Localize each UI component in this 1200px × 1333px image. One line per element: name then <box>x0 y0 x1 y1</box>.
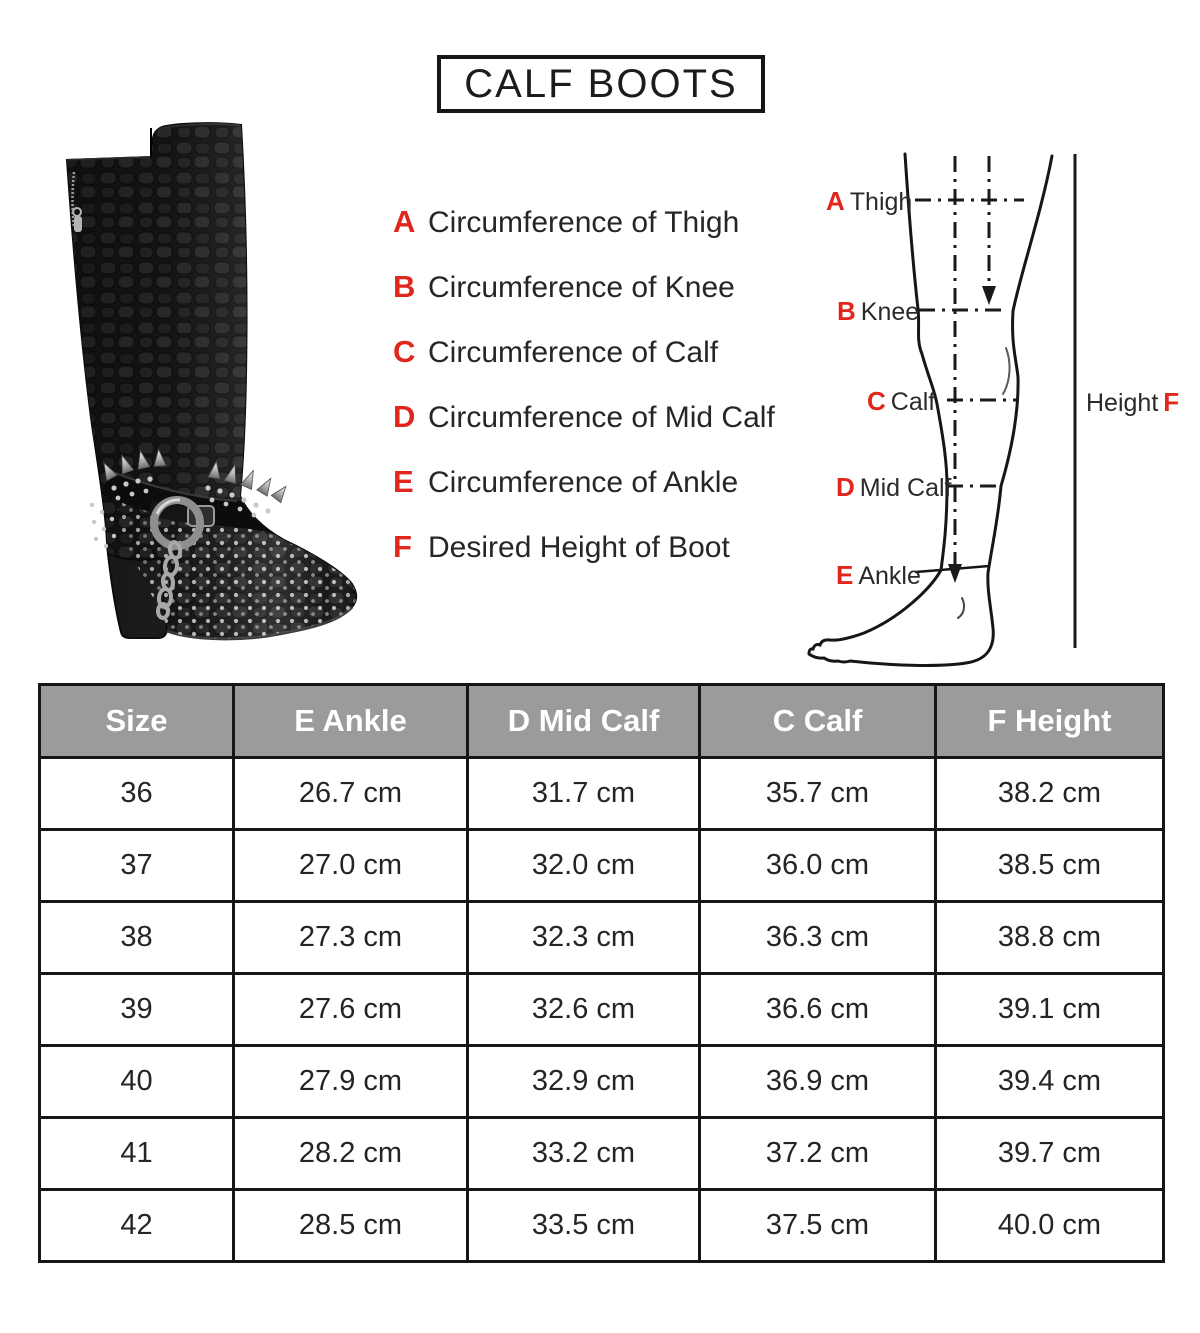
legend-label: Circumference of Calf <box>428 336 719 369</box>
ankle-letter: E <box>836 560 854 590</box>
table-row <box>40 902 1164 974</box>
arrow-down-knee <box>982 286 996 305</box>
legend-label: Circumference of Knee <box>428 271 735 304</box>
table-cell: 39 <box>40 974 234 1046</box>
table-cell: 28.2 cm <box>234 1118 468 1190</box>
diagram-label-knee <box>837 296 919 327</box>
table-cell: 27.3 cm <box>234 902 468 974</box>
table-cell: 39.1 cm <box>936 974 1164 1046</box>
mid-calf-text: Mid Calf <box>859 474 952 502</box>
col-header-size: Size <box>40 685 234 758</box>
title-box <box>437 55 765 113</box>
calf-text: Calf <box>890 388 936 416</box>
table-cell: 41 <box>40 1118 234 1190</box>
legend-item-mid-calf <box>393 399 775 433</box>
table-cell: 38.5 cm <box>936 830 1164 902</box>
table-cell: 33.5 cm <box>468 1190 700 1262</box>
table-row <box>40 758 1164 830</box>
size-table <box>38 683 1165 1263</box>
thigh-letter: A <box>826 186 845 216</box>
legend-letter: B <box>393 269 416 304</box>
table-row <box>40 1190 1164 1262</box>
legend-label: Circumference of Mid Calf <box>428 401 775 434</box>
table-cell: 32.3 cm <box>468 902 700 974</box>
legend-letter: E <box>393 464 414 499</box>
legend-letter: C <box>393 334 416 369</box>
col-header-height: F Height <box>936 685 1164 758</box>
legend-label: Desired Height of Boot <box>428 531 730 564</box>
calf-letter: C <box>867 386 886 416</box>
ankle-text: Ankle <box>858 562 921 590</box>
legend-item-knee <box>393 269 775 303</box>
legend-label: Circumference of Ankle <box>428 466 739 499</box>
legend-letter: A <box>393 204 416 239</box>
boot-body <box>67 123 358 648</box>
table-cell: 36.9 cm <box>700 1046 936 1118</box>
table-cell: 36 <box>40 758 234 830</box>
boot-image <box>22 110 397 668</box>
legend-item-thigh <box>393 204 775 238</box>
col-header-ankle: E Ankle <box>234 685 468 758</box>
height-letter: F <box>1163 387 1180 417</box>
diagram-label-height <box>1086 387 1179 418</box>
height-text: Height <box>1086 389 1159 417</box>
table-cell: 38 <box>40 902 234 974</box>
table-cell: 36.6 cm <box>700 974 936 1046</box>
legend-letter: F <box>393 529 412 564</box>
legend-item-calf <box>393 334 775 368</box>
table-cell: 42 <box>40 1190 234 1262</box>
table-cell: 26.7 cm <box>234 758 468 830</box>
diagram-label-mid-calf <box>836 472 951 503</box>
col-header-mid-calf: D Mid Calf <box>468 685 700 758</box>
table-cell: 27.9 cm <box>234 1046 468 1118</box>
table-cell: 31.7 cm <box>468 758 700 830</box>
table-cell: 37.2 cm <box>700 1118 936 1190</box>
table-cell: 32.6 cm <box>468 974 700 1046</box>
table-cell: 27.0 cm <box>234 830 468 902</box>
table-cell: 37.5 cm <box>700 1190 936 1262</box>
col-header-calf: C Calf <box>700 685 936 758</box>
knee-text: Knee <box>860 298 920 326</box>
legend-letter: D <box>393 399 416 434</box>
table-row <box>40 1118 1164 1190</box>
table-cell: 35.7 cm <box>700 758 936 830</box>
table-cell: 33.2 cm <box>468 1118 700 1190</box>
table-cell: 39.7 cm <box>936 1118 1164 1190</box>
table-cell: 38.8 cm <box>936 902 1164 974</box>
legend-item-ankle <box>393 464 775 498</box>
table-cell: 32.9 cm <box>468 1046 700 1118</box>
table-cell: 28.5 cm <box>234 1190 468 1262</box>
table-cell: 39.4 cm <box>936 1046 1164 1118</box>
table-header-row <box>40 685 1164 758</box>
knee-letter: B <box>837 296 856 326</box>
measurement-legend <box>393 204 775 594</box>
table-cell: 40 <box>40 1046 234 1118</box>
arrow-down-ankle <box>948 564 962 583</box>
table-cell: 32.0 cm <box>468 830 700 902</box>
table-cell: 36.0 cm <box>700 830 936 902</box>
legend-label: Circumference of Thigh <box>428 206 740 239</box>
table-cell: 38.2 cm <box>936 758 1164 830</box>
legend-item-height <box>393 529 775 563</box>
table-row <box>40 1046 1164 1118</box>
diagram-label-ankle <box>836 560 921 591</box>
table-cell: 27.6 cm <box>234 974 468 1046</box>
page-title: CALF BOOTS <box>464 61 738 106</box>
table-cell: 36.3 cm <box>700 902 936 974</box>
diagram-label-calf <box>867 386 935 417</box>
table-row <box>40 830 1164 902</box>
diagram-label-thigh <box>826 186 912 217</box>
thigh-text: Thigh <box>849 188 913 216</box>
table-cell: 40.0 cm <box>936 1190 1164 1262</box>
table-cell: 37 <box>40 830 234 902</box>
table-row <box>40 974 1164 1046</box>
mid-calf-letter: D <box>836 472 855 502</box>
